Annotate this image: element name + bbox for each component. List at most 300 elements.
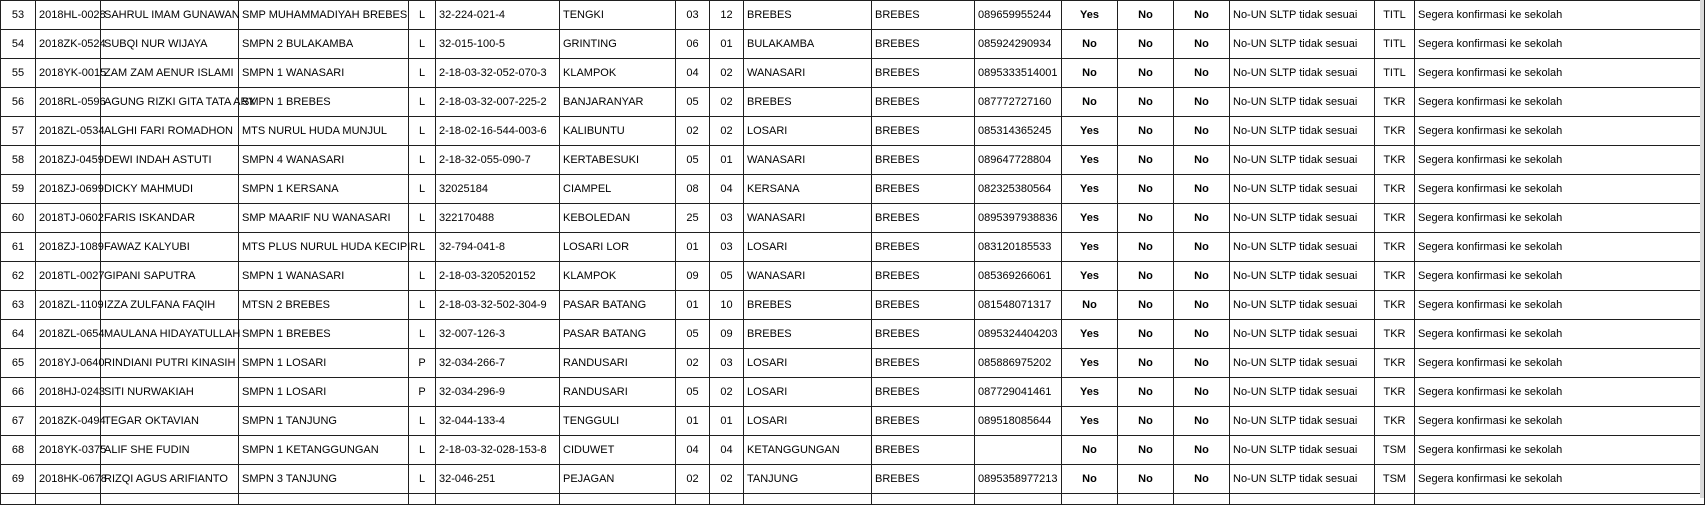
empty-cell[interactable] <box>409 494 436 505</box>
row-number-cell[interactable]: 53 <box>1 1 36 30</box>
row-number-cell[interactable]: 66 <box>1 378 36 407</box>
registration-id-cell[interactable]: 2018RL-0596 <box>36 88 101 117</box>
row-number-cell[interactable]: 61 <box>1 233 36 262</box>
note-cell[interactable]: No-UN SLTP tidak sesuai <box>1230 1 1375 30</box>
village-cell[interactable]: RANDUSARI <box>560 378 676 407</box>
row-number-cell[interactable]: 58 <box>1 146 36 175</box>
rt-cell[interactable]: 05 <box>676 146 710 175</box>
regency-cell[interactable]: BREBES <box>872 407 975 436</box>
major-cell[interactable]: TKR <box>1375 117 1415 146</box>
school-name-cell[interactable]: MTS NURUL HUDA MUNJUL <box>239 117 409 146</box>
status-yes-no-cell[interactable]: Yes <box>1062 262 1118 291</box>
status-no-cell-2[interactable]: No <box>1174 349 1230 378</box>
student-name-cell[interactable]: RIZQI AGUS ARIFIANTO <box>101 465 239 494</box>
status-yes-no-cell[interactable]: Yes <box>1062 1 1118 30</box>
action-cell[interactable]: Segera konfirmasi ke sekolah <box>1415 320 1705 349</box>
status-no-cell[interactable]: No <box>1118 233 1174 262</box>
school-name-cell[interactable]: SMPN 1 KERSANA <box>239 175 409 204</box>
empty-cell[interactable] <box>744 494 872 505</box>
major-cell[interactable]: TKR <box>1375 204 1415 233</box>
row-number-cell[interactable]: 59 <box>1 175 36 204</box>
exam-number-cell[interactable]: 32-007-126-3 <box>436 320 560 349</box>
row-number-cell[interactable]: 57 <box>1 117 36 146</box>
status-yes-no-cell[interactable]: Yes <box>1062 146 1118 175</box>
action-cell[interactable]: Segera konfirmasi ke sekolah <box>1415 59 1705 88</box>
gender-cell[interactable]: L <box>409 175 436 204</box>
status-yes-no-cell[interactable]: Yes <box>1062 378 1118 407</box>
gender-cell[interactable]: L <box>409 30 436 59</box>
village-cell[interactable]: BANJARANYAR <box>560 88 676 117</box>
major-cell[interactable]: TKR <box>1375 88 1415 117</box>
status-no-cell[interactable]: No <box>1118 117 1174 146</box>
gender-cell[interactable]: L <box>409 117 436 146</box>
major-cell[interactable]: TSM <box>1375 436 1415 465</box>
rt-cell[interactable]: 02 <box>676 349 710 378</box>
registration-id-cell[interactable]: 2018ZL-0534 <box>36 117 101 146</box>
rw-cell[interactable]: 02 <box>710 465 744 494</box>
school-name-cell[interactable]: SMP MUHAMMADIYAH BREBES <box>239 1 409 30</box>
gender-cell[interactable]: L <box>409 320 436 349</box>
action-cell[interactable]: Segera konfirmasi ke sekolah <box>1415 436 1705 465</box>
row-number-cell[interactable]: 56 <box>1 88 36 117</box>
rt-cell[interactable]: 05 <box>676 320 710 349</box>
major-cell[interactable]: TITL <box>1375 30 1415 59</box>
district-cell[interactable]: BREBES <box>744 320 872 349</box>
exam-number-cell[interactable]: 2-18-03-32-052-070-3 <box>436 59 560 88</box>
student-name-cell[interactable]: RINDIANI PUTRI KINASIH <box>101 349 239 378</box>
rw-cell[interactable]: 02 <box>710 59 744 88</box>
school-name-cell[interactable]: SMP MAARIF NU WANASARI <box>239 204 409 233</box>
status-yes-no-cell[interactable]: Yes <box>1062 204 1118 233</box>
gender-cell[interactable]: L <box>409 233 436 262</box>
row-number-cell[interactable]: 62 <box>1 262 36 291</box>
major-cell[interactable]: TITL <box>1375 59 1415 88</box>
regency-cell[interactable]: BREBES <box>872 378 975 407</box>
village-cell[interactable]: KALIBUNTU <box>560 117 676 146</box>
status-yes-no-cell[interactable]: No <box>1062 59 1118 88</box>
rt-cell[interactable]: 01 <box>676 291 710 320</box>
phone-cell[interactable]: 089647728804 <box>975 146 1062 175</box>
empty-cell[interactable] <box>676 494 710 505</box>
status-no-cell[interactable]: No <box>1118 320 1174 349</box>
village-cell[interactable]: KEBOLEDAN <box>560 204 676 233</box>
school-name-cell[interactable]: SMPN 2 BULAKAMBA <box>239 30 409 59</box>
school-name-cell[interactable]: SMPN 1 WANASARI <box>239 59 409 88</box>
rt-cell[interactable]: 03 <box>676 1 710 30</box>
district-cell[interactable]: LOSARI <box>744 117 872 146</box>
school-name-cell[interactable]: SMPN 1 BREBES <box>239 88 409 117</box>
action-cell[interactable]: Segera konfirmasi ke sekolah <box>1415 175 1705 204</box>
student-name-cell[interactable]: ALGHI FARI ROMADHON <box>101 117 239 146</box>
exam-number-cell[interactable]: 322170488 <box>436 204 560 233</box>
gender-cell[interactable]: L <box>409 407 436 436</box>
exam-number-cell[interactable]: 32-034-296-9 <box>436 378 560 407</box>
status-no-cell[interactable]: No <box>1118 407 1174 436</box>
regency-cell[interactable]: BREBES <box>872 233 975 262</box>
phone-cell[interactable]: 087729041461 <box>975 378 1062 407</box>
regency-cell[interactable]: BREBES <box>872 1 975 30</box>
status-no-cell-2[interactable]: No <box>1174 117 1230 146</box>
student-name-cell[interactable]: ALIF SHE FUDIN <box>101 436 239 465</box>
status-no-cell[interactable]: No <box>1118 465 1174 494</box>
row-number-cell[interactable]: 60 <box>1 204 36 233</box>
action-cell[interactable]: Segera konfirmasi ke sekolah <box>1415 378 1705 407</box>
action-cell[interactable]: Segera konfirmasi ke sekolah <box>1415 88 1705 117</box>
rt-cell[interactable]: 06 <box>676 30 710 59</box>
rt-cell[interactable]: 09 <box>676 262 710 291</box>
rw-cell[interactable]: 03 <box>710 204 744 233</box>
empty-cell[interactable] <box>872 494 975 505</box>
district-cell[interactable]: KERSANA <box>744 175 872 204</box>
school-name-cell[interactable]: SMPN 1 KETANGGUNGAN <box>239 436 409 465</box>
status-no-cell[interactable]: No <box>1118 175 1174 204</box>
status-yes-no-cell[interactable]: Yes <box>1062 117 1118 146</box>
note-cell[interactable]: No-UN SLTP tidak sesuai <box>1230 262 1375 291</box>
school-name-cell[interactable]: SMPN 4 WANASARI <box>239 146 409 175</box>
exam-number-cell[interactable]: 32-224-021-4 <box>436 1 560 30</box>
regency-cell[interactable]: BREBES <box>872 204 975 233</box>
village-cell[interactable]: PASAR BATANG <box>560 320 676 349</box>
district-cell[interactable]: LOSARI <box>744 233 872 262</box>
gender-cell[interactable]: L <box>409 291 436 320</box>
village-cell[interactable]: LOSARI LOR <box>560 233 676 262</box>
action-cell[interactable]: Segera konfirmasi ke sekolah <box>1415 30 1705 59</box>
note-cell[interactable]: No-UN SLTP tidak sesuai <box>1230 320 1375 349</box>
district-cell[interactable]: WANASARI <box>744 59 872 88</box>
registration-id-cell[interactable]: 2018ZJ-0699 <box>36 175 101 204</box>
regency-cell[interactable]: BREBES <box>872 146 975 175</box>
rt-cell[interactable]: 04 <box>676 436 710 465</box>
regency-cell[interactable]: BREBES <box>872 465 975 494</box>
regency-cell[interactable]: BREBES <box>872 117 975 146</box>
district-cell[interactable]: BREBES <box>744 88 872 117</box>
district-cell[interactable]: LOSARI <box>744 378 872 407</box>
village-cell[interactable]: KERTABESUKI <box>560 146 676 175</box>
major-cell[interactable]: TKR <box>1375 262 1415 291</box>
major-cell[interactable]: TKR <box>1375 146 1415 175</box>
action-cell[interactable]: Segera konfirmasi ke sekolah <box>1415 465 1705 494</box>
rt-cell[interactable]: 08 <box>676 175 710 204</box>
row-number-cell[interactable]: 64 <box>1 320 36 349</box>
note-cell[interactable]: No-UN SLTP tidak sesuai <box>1230 204 1375 233</box>
rw-cell[interactable]: 04 <box>710 436 744 465</box>
exam-number-cell[interactable]: 32-044-133-4 <box>436 407 560 436</box>
status-no-cell[interactable]: No <box>1118 59 1174 88</box>
school-name-cell[interactable]: SMPN 1 LOSARI <box>239 378 409 407</box>
registration-id-cell[interactable]: 2018YJ-0640 <box>36 349 101 378</box>
rt-cell[interactable]: 02 <box>676 465 710 494</box>
status-no-cell[interactable]: No <box>1118 88 1174 117</box>
phone-cell[interactable]: 0895324404203 <box>975 320 1062 349</box>
major-cell[interactable]: TKR <box>1375 175 1415 204</box>
village-cell[interactable]: KLAMPOK <box>560 59 676 88</box>
rw-cell[interactable]: 10 <box>710 291 744 320</box>
status-yes-no-cell[interactable]: Yes <box>1062 407 1118 436</box>
empty-cell[interactable] <box>101 494 239 505</box>
status-yes-no-cell[interactable]: Yes <box>1062 233 1118 262</box>
gender-cell[interactable]: P <box>409 349 436 378</box>
status-yes-no-cell[interactable]: No <box>1062 291 1118 320</box>
note-cell[interactable]: No-UN SLTP tidak sesuai <box>1230 175 1375 204</box>
phone-cell[interactable]: 083120185533 <box>975 233 1062 262</box>
note-cell[interactable]: No-UN SLTP tidak sesuai <box>1230 349 1375 378</box>
empty-cell[interactable] <box>1 494 36 505</box>
major-cell[interactable]: TITL <box>1375 1 1415 30</box>
status-yes-no-cell[interactable]: No <box>1062 436 1118 465</box>
village-cell[interactable]: GRINTING <box>560 30 676 59</box>
registration-id-cell[interactable]: 2018ZK-0494 <box>36 407 101 436</box>
scrollbar-edge[interactable] <box>1700 0 1704 498</box>
rt-cell[interactable]: 04 <box>676 59 710 88</box>
student-name-cell[interactable]: FARIS ISKANDAR <box>101 204 239 233</box>
rw-cell[interactable]: 12 <box>710 1 744 30</box>
note-cell[interactable]: No-UN SLTP tidak sesuai <box>1230 30 1375 59</box>
exam-number-cell[interactable]: 32-034-266-7 <box>436 349 560 378</box>
rw-cell[interactable]: 03 <box>710 349 744 378</box>
student-name-cell[interactable]: SUBQI NUR WIJAYA <box>101 30 239 59</box>
district-cell[interactable]: BREBES <box>744 291 872 320</box>
district-cell[interactable]: WANASARI <box>744 146 872 175</box>
rw-cell[interactable]: 02 <box>710 378 744 407</box>
status-no-cell-2[interactable]: No <box>1174 146 1230 175</box>
status-no-cell-2[interactable]: No <box>1174 436 1230 465</box>
village-cell[interactable]: KLAMPOK <box>560 262 676 291</box>
major-cell[interactable]: TKR <box>1375 291 1415 320</box>
major-cell[interactable]: TKR <box>1375 320 1415 349</box>
rw-cell[interactable]: 04 <box>710 175 744 204</box>
gender-cell[interactable]: P <box>409 378 436 407</box>
status-no-cell[interactable]: No <box>1118 204 1174 233</box>
exam-number-cell[interactable]: 2-18-03-32-028-153-8 <box>436 436 560 465</box>
rw-cell[interactable]: 01 <box>710 407 744 436</box>
row-number-cell[interactable]: 68 <box>1 436 36 465</box>
action-cell[interactable]: Segera konfirmasi ke sekolah <box>1415 349 1705 378</box>
village-cell[interactable]: RANDUSARI <box>560 349 676 378</box>
phone-cell[interactable] <box>975 436 1062 465</box>
rw-cell[interactable]: 09 <box>710 320 744 349</box>
gender-cell[interactable]: L <box>409 436 436 465</box>
village-cell[interactable]: TENGGULI <box>560 407 676 436</box>
status-yes-no-cell[interactable]: Yes <box>1062 320 1118 349</box>
status-no-cell-2[interactable]: No <box>1174 88 1230 117</box>
status-no-cell-2[interactable]: No <box>1174 465 1230 494</box>
empty-cell[interactable] <box>1174 494 1230 505</box>
village-cell[interactable]: CIAMPEL <box>560 175 676 204</box>
gender-cell[interactable]: L <box>409 146 436 175</box>
registration-id-cell[interactable]: 2018HL-0028 <box>36 1 101 30</box>
village-cell[interactable]: PEJAGAN <box>560 465 676 494</box>
empty-cell[interactable] <box>1415 494 1705 505</box>
district-cell[interactable]: WANASARI <box>744 262 872 291</box>
exam-number-cell[interactable]: 32-015-100-5 <box>436 30 560 59</box>
major-cell[interactable]: TKR <box>1375 349 1415 378</box>
status-no-cell-2[interactable]: No <box>1174 233 1230 262</box>
student-name-cell[interactable]: SAHRUL IMAM GUNAWAN <box>101 1 239 30</box>
status-no-cell-2[interactable]: No <box>1174 262 1230 291</box>
student-name-cell[interactable]: MAULANA HIDAYATULLAH <box>101 320 239 349</box>
regency-cell[interactable]: BREBES <box>872 59 975 88</box>
status-no-cell[interactable]: No <box>1118 436 1174 465</box>
gender-cell[interactable]: L <box>409 204 436 233</box>
rw-cell[interactable]: 01 <box>710 146 744 175</box>
exam-number-cell[interactable]: 2-18-02-16-544-003-6 <box>436 117 560 146</box>
action-cell[interactable]: Segera konfirmasi ke sekolah <box>1415 233 1705 262</box>
status-yes-no-cell[interactable]: Yes <box>1062 175 1118 204</box>
exam-number-cell[interactable]: 2-18-32-055-090-7 <box>436 146 560 175</box>
row-number-cell[interactable]: 54 <box>1 30 36 59</box>
exam-number-cell[interactable]: 32-794-041-8 <box>436 233 560 262</box>
empty-cell[interactable] <box>1375 494 1415 505</box>
row-number-cell[interactable]: 55 <box>1 59 36 88</box>
status-yes-no-cell[interactable]: No <box>1062 465 1118 494</box>
phone-cell[interactable]: 082325380564 <box>975 175 1062 204</box>
action-cell[interactable]: Segera konfirmasi ke sekolah <box>1415 407 1705 436</box>
note-cell[interactable]: No-UN SLTP tidak sesuai <box>1230 88 1375 117</box>
district-cell[interactable]: BREBES <box>744 1 872 30</box>
exam-number-cell[interactable]: 2-18-03-320520152 <box>436 262 560 291</box>
phone-cell[interactable]: 0895397938836 <box>975 204 1062 233</box>
major-cell[interactable]: TKR <box>1375 233 1415 262</box>
district-cell[interactable]: KETANGGUNGAN <box>744 436 872 465</box>
note-cell[interactable]: No-UN SLTP tidak sesuai <box>1230 465 1375 494</box>
status-no-cell[interactable]: No <box>1118 30 1174 59</box>
action-cell[interactable]: Segera konfirmasi ke sekolah <box>1415 117 1705 146</box>
rt-cell[interactable]: 05 <box>676 88 710 117</box>
village-cell[interactable]: PASAR BATANG <box>560 291 676 320</box>
phone-cell[interactable]: 085924290934 <box>975 30 1062 59</box>
regency-cell[interactable]: BREBES <box>872 349 975 378</box>
student-name-cell[interactable]: AGUNG RIZKI GITA TATA ARY <box>101 88 239 117</box>
action-cell[interactable]: Segera konfirmasi ke sekolah <box>1415 204 1705 233</box>
district-cell[interactable]: BULAKAMBA <box>744 30 872 59</box>
status-no-cell-2[interactable]: No <box>1174 30 1230 59</box>
empty-cell[interactable] <box>560 494 676 505</box>
row-number-cell[interactable]: 67 <box>1 407 36 436</box>
school-name-cell[interactable]: MTSN 2 BREBES <box>239 291 409 320</box>
empty-cell[interactable] <box>1062 494 1118 505</box>
registration-id-cell[interactable]: 2018TL-0027 <box>36 262 101 291</box>
rt-cell[interactable]: 05 <box>676 378 710 407</box>
school-name-cell[interactable]: SMPN 3 TANJUNG <box>239 465 409 494</box>
phone-cell[interactable]: 0895358977213 <box>975 465 1062 494</box>
major-cell[interactable]: TKR <box>1375 378 1415 407</box>
phone-cell[interactable]: 085886975202 <box>975 349 1062 378</box>
phone-cell[interactable]: 0895333514001 <box>975 59 1062 88</box>
rw-cell[interactable]: 02 <box>710 88 744 117</box>
action-cell[interactable]: Segera konfirmasi ke sekolah <box>1415 291 1705 320</box>
note-cell[interactable]: No-UN SLTP tidak sesuai <box>1230 233 1375 262</box>
phone-cell[interactable]: 081548071317 <box>975 291 1062 320</box>
exam-number-cell[interactable]: 32025184 <box>436 175 560 204</box>
empty-cell[interactable] <box>975 494 1062 505</box>
phone-cell[interactable]: 085314365245 <box>975 117 1062 146</box>
note-cell[interactable]: No-UN SLTP tidak sesuai <box>1230 146 1375 175</box>
regency-cell[interactable]: BREBES <box>872 320 975 349</box>
rt-cell[interactable]: 01 <box>676 407 710 436</box>
note-cell[interactable]: No-UN SLTP tidak sesuai <box>1230 378 1375 407</box>
regency-cell[interactable]: BREBES <box>872 175 975 204</box>
rw-cell[interactable]: 02 <box>710 117 744 146</box>
school-name-cell[interactable]: SMPN 1 WANASARI <box>239 262 409 291</box>
registration-id-cell[interactable]: 2018ZL-0654 <box>36 320 101 349</box>
village-cell[interactable]: TENGKI <box>560 1 676 30</box>
status-no-cell[interactable]: No <box>1118 1 1174 30</box>
district-cell[interactable]: LOSARI <box>744 407 872 436</box>
status-no-cell[interactable]: No <box>1118 291 1174 320</box>
gender-cell[interactable]: L <box>409 88 436 117</box>
action-cell[interactable]: Segera konfirmasi ke sekolah <box>1415 1 1705 30</box>
action-cell[interactable]: Segera konfirmasi ke sekolah <box>1415 146 1705 175</box>
registration-id-cell[interactable]: 2018HJ-0243 <box>36 378 101 407</box>
status-no-cell-2[interactable]: No <box>1174 320 1230 349</box>
note-cell[interactable]: No-UN SLTP tidak sesuai <box>1230 436 1375 465</box>
rw-cell[interactable]: 01 <box>710 30 744 59</box>
status-no-cell-2[interactable]: No <box>1174 175 1230 204</box>
status-yes-no-cell[interactable]: No <box>1062 88 1118 117</box>
village-cell[interactable]: CIDUWET <box>560 436 676 465</box>
status-no-cell-2[interactable]: No <box>1174 59 1230 88</box>
rt-cell[interactable]: 25 <box>676 204 710 233</box>
phone-cell[interactable]: 089659955244 <box>975 1 1062 30</box>
phone-cell[interactable]: 085369266061 <box>975 262 1062 291</box>
registration-id-cell[interactable]: 2018ZL-1109 <box>36 291 101 320</box>
school-name-cell[interactable]: SMPN 1 LOSARI <box>239 349 409 378</box>
registration-id-cell[interactable]: 2018ZJ-1089 <box>36 233 101 262</box>
rt-cell[interactable]: 02 <box>676 117 710 146</box>
note-cell[interactable]: No-UN SLTP tidak sesuai <box>1230 407 1375 436</box>
exam-number-cell[interactable]: 2-18-03-32-502-304-9 <box>436 291 560 320</box>
student-name-cell[interactable]: IZZA ZULFANA FAQIH <box>101 291 239 320</box>
empty-cell[interactable] <box>710 494 744 505</box>
empty-cell[interactable] <box>239 494 409 505</box>
status-yes-no-cell[interactable]: Yes <box>1062 349 1118 378</box>
regency-cell[interactable]: BREBES <box>872 88 975 117</box>
status-yes-no-cell[interactable]: No <box>1062 30 1118 59</box>
registration-id-cell[interactable]: 2018TJ-0602 <box>36 204 101 233</box>
action-cell[interactable]: Segera konfirmasi ke sekolah <box>1415 262 1705 291</box>
status-no-cell-2[interactable]: No <box>1174 378 1230 407</box>
student-name-cell[interactable]: FAWAZ KALYUBI <box>101 233 239 262</box>
student-name-cell[interactable]: TEGAR OKTAVIAN <box>101 407 239 436</box>
registration-id-cell[interactable]: 2018ZK-0524 <box>36 30 101 59</box>
status-no-cell[interactable]: No <box>1118 262 1174 291</box>
gender-cell[interactable]: L <box>409 262 436 291</box>
gender-cell[interactable]: L <box>409 59 436 88</box>
exam-number-cell[interactable]: 32-046-251 <box>436 465 560 494</box>
school-name-cell[interactable]: SMPN 1 BREBES <box>239 320 409 349</box>
row-number-cell[interactable]: 63 <box>1 291 36 320</box>
school-name-cell[interactable]: SMPN 1 TANJUNG <box>239 407 409 436</box>
empty-cell[interactable] <box>36 494 101 505</box>
district-cell[interactable]: TANJUNG <box>744 465 872 494</box>
empty-cell[interactable] <box>1230 494 1375 505</box>
empty-cell[interactable] <box>436 494 560 505</box>
rw-cell[interactable]: 05 <box>710 262 744 291</box>
rw-cell[interactable]: 03 <box>710 233 744 262</box>
major-cell[interactable]: TKR <box>1375 407 1415 436</box>
status-no-cell[interactable]: No <box>1118 146 1174 175</box>
student-name-cell[interactable]: SITI NURWAKIAH <box>101 378 239 407</box>
note-cell[interactable]: No-UN SLTP tidak sesuai <box>1230 59 1375 88</box>
note-cell[interactable]: No-UN SLTP tidak sesuai <box>1230 117 1375 146</box>
registration-id-cell[interactable]: 2018ZJ-0459 <box>36 146 101 175</box>
status-no-cell-2[interactable]: No <box>1174 1 1230 30</box>
regency-cell[interactable]: BREBES <box>872 436 975 465</box>
rt-cell[interactable]: 01 <box>676 233 710 262</box>
note-cell[interactable]: No-UN SLTP tidak sesuai <box>1230 291 1375 320</box>
status-no-cell[interactable]: No <box>1118 378 1174 407</box>
status-no-cell-2[interactable]: No <box>1174 407 1230 436</box>
